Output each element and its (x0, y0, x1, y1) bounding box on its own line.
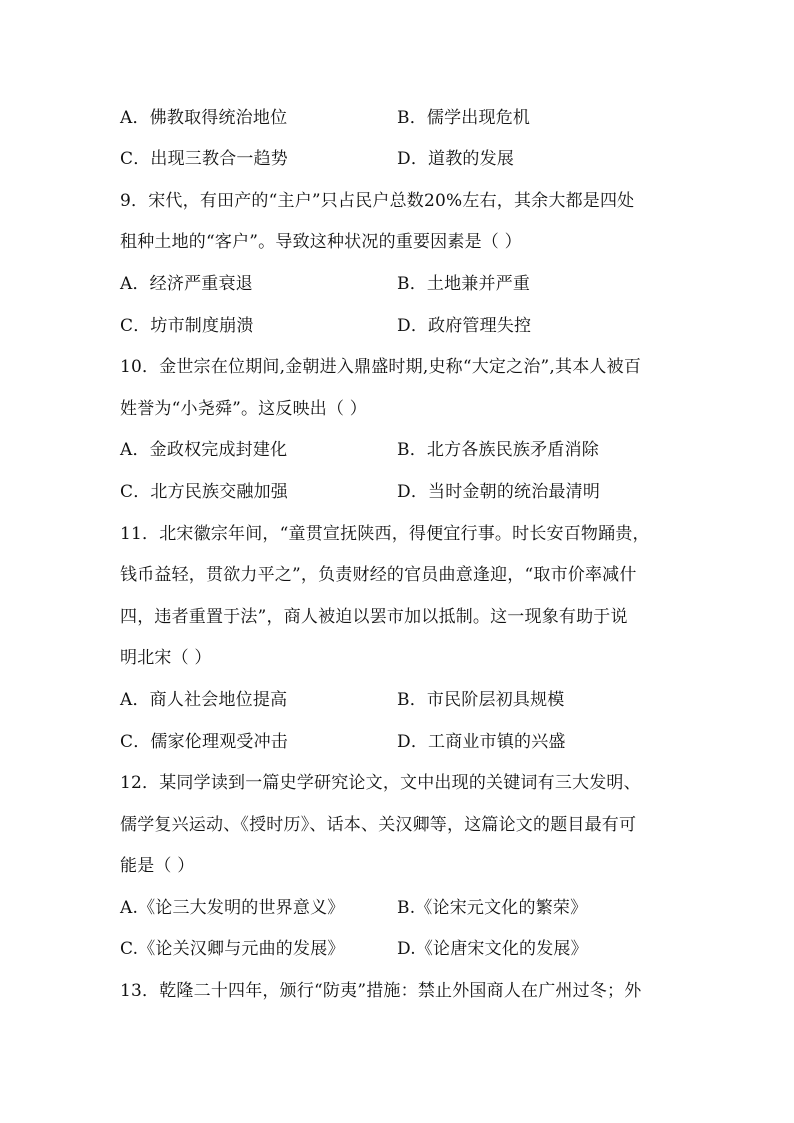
q12-stem-line-1: 12．某同学读到一篇史学研究论文，文中出现的关键词有三大发明、 (120, 773, 641, 793)
q11-option-d: D．工商业市镇的兴盛 (397, 732, 566, 752)
q8-option-c: C．出现三教合一趋势 (120, 149, 289, 169)
q8-option-d: D．道教的发展 (397, 149, 515, 169)
q9-stem-line-1: 9．宋代，有田产的“主户”只占民户总数20%左右，其余大都是四处 (120, 191, 635, 211)
q11-option-c: C．儒家伦理观受冲击 (120, 732, 289, 752)
q10-stem-line-2: 姓誉为“小尧舜”。这反映出（ ） (120, 399, 367, 419)
q12-option-d: D.《论唐宋文化的发展》 (397, 939, 588, 959)
q11-option-a: A．商人社会地位提高 (120, 690, 288, 710)
q11-option-b: B．市民阶层初具规模 (397, 690, 565, 710)
q8-option-b: B．儒学出现危机 (397, 108, 531, 128)
q13-stem-line-1: 13．乾隆二十四年，颁行“防夷”措施：禁止外国商人在广州过冬；外 (120, 981, 642, 1001)
q11-stem-line-4: 明北宋（ ） (120, 648, 212, 668)
q9-stem-line-2: 租种土地的“客户”。导致这种状况的重要因素是（ ） (120, 232, 522, 252)
q10-stem-line-1: 10．金世宗在位期间,金朝进入鼎盛时期,史称“大定之治”,其本人被百 (120, 357, 642, 377)
q11-stem-line-3: 四，违者重置于法”，商人被迫以罢市加以抵制。这一现象有助于说 (120, 607, 628, 627)
q12-option-b: B.《论宋元文化的繁荣》 (397, 898, 588, 918)
q10-option-d: D．当时金朝的统治最清明 (397, 482, 601, 502)
q9-option-b: B．土地兼并严重 (397, 274, 531, 294)
q11-stem-line-1: 11．北宋徽宗年间，“童贯宣抚陕西，得便宜行事。时长安百物踊贵， (120, 524, 650, 544)
q12-stem-line-2: 儒学复兴运动、《授时历》、话本、关汉卿等，这篇论文的题目最有可 (120, 815, 637, 835)
q11-stem-line-2: 钱币益轻，贯欲力平之”，负责财经的官员曲意逢迎，“取市价率减什 (120, 565, 637, 585)
q10-option-a: A．金政权完成封建化 (120, 440, 288, 460)
q9-option-d: D．政府管理失控 (397, 316, 532, 336)
q12-option-a: A.《论三大发明的世界意义》 (120, 898, 345, 918)
q9-option-a: A．经济严重衰退 (120, 274, 253, 294)
q8-option-a: A．佛教取得统治地位 (120, 108, 288, 128)
q12-option-c: C.《论关汉卿与元曲的发展》 (120, 939, 345, 959)
q10-option-c: C．北方民族交融加强 (120, 482, 289, 502)
q12-stem-line-3: 能是（ ） (120, 856, 195, 876)
q9-option-c: C．坊市制度崩溃 (120, 316, 254, 336)
q10-option-b: B．北方各族民族矛盾消除 (397, 440, 599, 460)
